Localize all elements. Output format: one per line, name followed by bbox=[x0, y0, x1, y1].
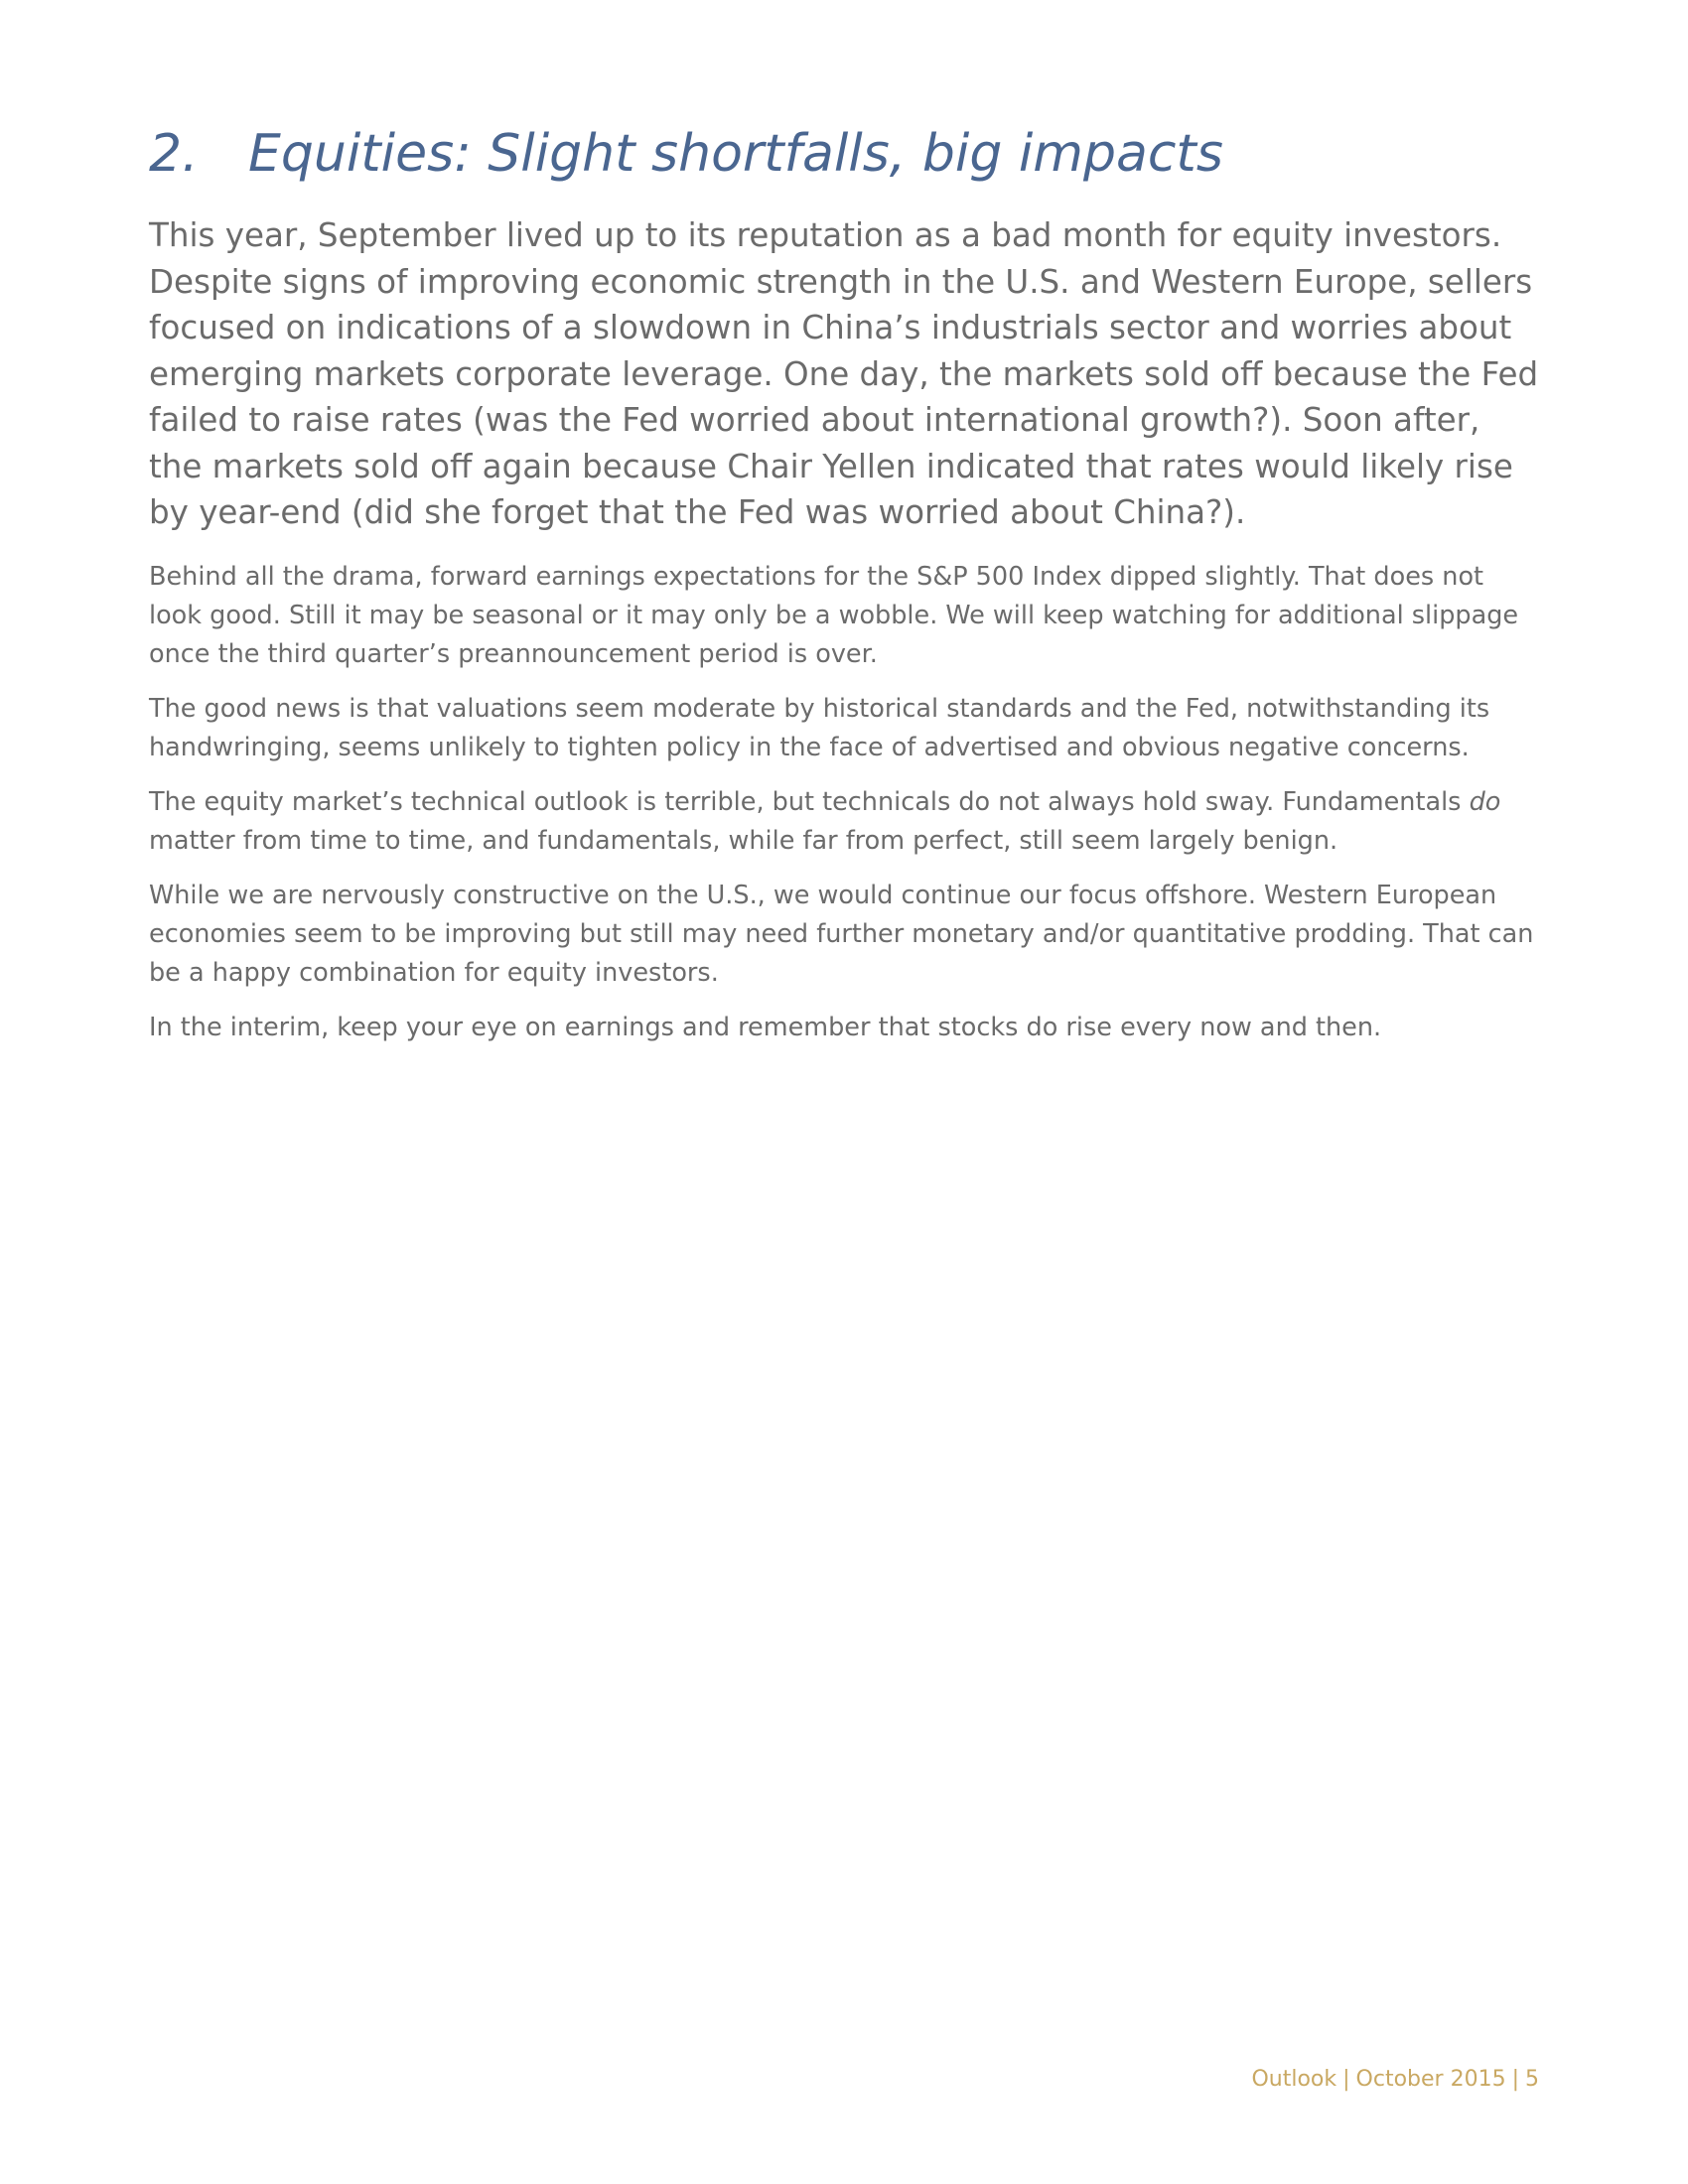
paragraph-3-text-before: The equity market’s technical outlook is terrible, but technicals do not always hold sway. Fundamentals bbox=[149, 786, 1470, 817]
body-paragraph-3 bbox=[149, 783, 1539, 861]
section-title: Equities: Slight shortfalls, big impacts bbox=[248, 124, 1223, 184]
footer-date: October 2015 bbox=[1355, 2067, 1506, 2092]
page-footer bbox=[1251, 2067, 1539, 2092]
document-page bbox=[149, 119, 1539, 1063]
footer-separator: | bbox=[1342, 2067, 1350, 2092]
lead-paragraph: This year, September lived up to its reputation as a bad month for equity investors. Despite signs of improving economic strength in the U.S. and Western Europe, sellers focused on indications of a slowdown in China’s industrials sector and worries about emerging markets corporate leverage. One day, the markets sold off because the Fed failed to raise rates (was the Fed worried about international growth?). Soon after, the markets sold off again because Chair Yellen indicated that rates would likely rise by year-end (did she forget that the Fed was worried about China?). bbox=[149, 216, 1539, 531]
paragraph-3-emphasis: do bbox=[1469, 786, 1501, 817]
body-paragraph-4: While we are nervously constructive on the U.S., we would continue our focus offshore. Western European economies seem to be improving but still may need further monetary and/or quantitative prodding. That can be a happy combination for equity investors. bbox=[149, 880, 1534, 988]
body-paragraph-1: Behind all the drama, forward earnings expectations for the S&P 500 Index dipped slightly. That does not look good. Still it may be seasonal or it may only be a wobble. We will keep watching for additional slippage once the third quarter’s preannouncement period is over. bbox=[149, 561, 1519, 669]
footer-page-number: 5 bbox=[1525, 2067, 1539, 2092]
footer-separator: | bbox=[1511, 2067, 1519, 2092]
footer-publication: Outlook bbox=[1251, 2067, 1337, 2092]
paragraph-3-text-after: matter from time to time, and fundamentals, while far from perfect, still seem largely benign. bbox=[149, 825, 1338, 856]
body-paragraph-2: The good news is that valuations seem moderate by historical standards and the Fed, notwithstanding its handwringing, seems unlikely to tighten policy in the face of advertised and obvious negative concerns. bbox=[149, 693, 1490, 762]
section-heading bbox=[149, 119, 1539, 189]
section-number: 2. bbox=[149, 124, 199, 184]
body-paragraph-5: In the interim, keep your eye on earnings and remember that stocks do rise every now and then. bbox=[149, 1012, 1382, 1042]
